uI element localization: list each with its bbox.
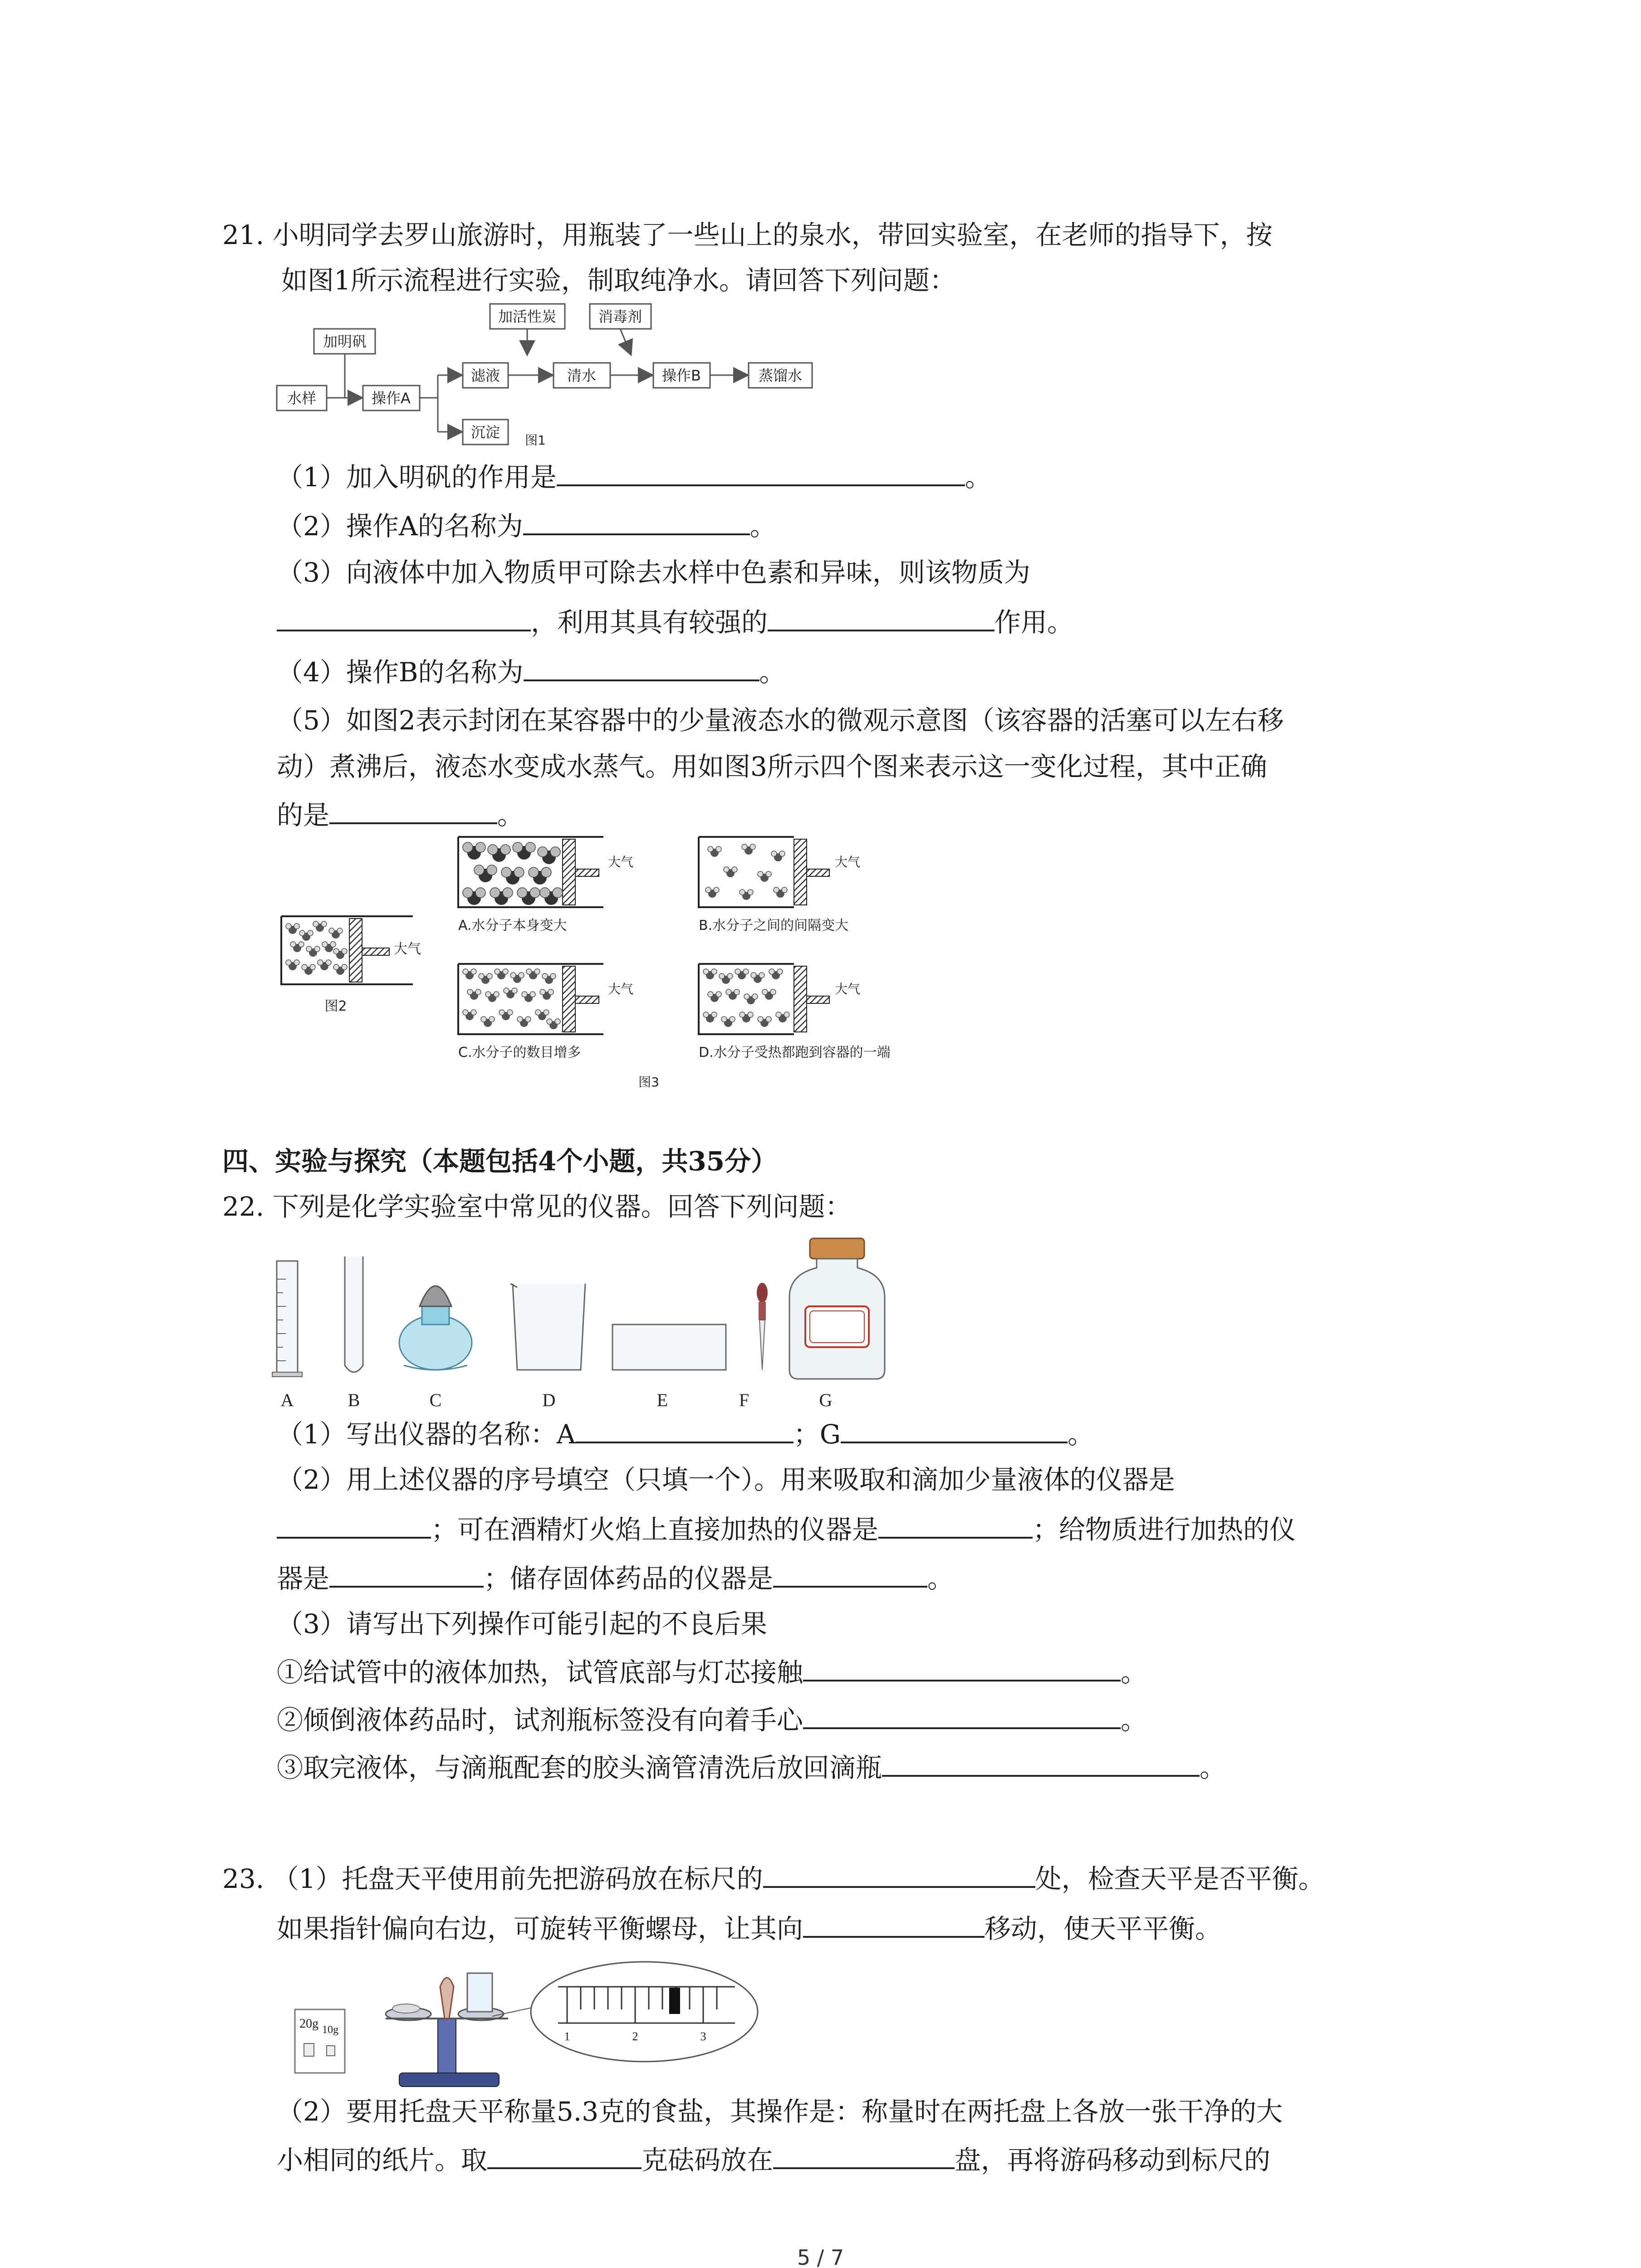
q21-p2-blank[interactable]: [523, 507, 750, 535]
q22-p2-l2a: ；可在酒精灯火焰上直接加热的仪器是: [431, 1514, 879, 1545]
q22-p2-blank2[interactable]: [878, 1510, 1033, 1539]
q22-intro: 22. 下列是化学实验室中常见的仪器。回答下列问题：: [222, 1191, 852, 1222]
q23-blank-direction[interactable]: [803, 1910, 985, 1938]
q21-p2: [277, 507, 776, 544]
q22-p2-blank4[interactable]: [773, 1559, 927, 1588]
option-d-diagram: [699, 964, 891, 1061]
label-g: G: [819, 1390, 833, 1410]
label-opB: 操作B: [662, 367, 701, 384]
fig2-atm: 大气: [394, 941, 421, 957]
fig2-container: [281, 916, 421, 1014]
q23-line2: [277, 1910, 1221, 1947]
q22-c2: [277, 1701, 1147, 1738]
instrument-c-alcohol-lamp: [399, 1286, 472, 1370]
q22-p3: （3）请写出下列操作可能引起的不良后果: [277, 1608, 767, 1639]
option-d-atm: 大气: [835, 982, 861, 997]
label-d: D: [542, 1390, 556, 1410]
option-b-diagram: [699, 837, 860, 934]
option-c-diagram: [458, 964, 633, 1061]
q23-blank-zero[interactable]: [763, 1860, 1035, 1888]
label-a: A: [280, 1390, 294, 1410]
q21-p3-line2: [277, 603, 1073, 640]
option-a-diagram: [458, 837, 633, 934]
q23-p2-line2: [277, 2141, 1270, 2178]
q22-p1-post: 。: [1068, 1419, 1094, 1450]
instrument-a-cylinder: [272, 1261, 302, 1377]
figure-1-flowchart: [272, 299, 817, 454]
scale-label-1: 1: [564, 2030, 570, 2043]
label-disinfect: 消毒剂: [598, 308, 642, 325]
q21-p5-post: 。: [497, 800, 524, 831]
scale-label-2: 2: [632, 2030, 638, 2043]
q22-p2-l2b: ；给物质进行加热的仪: [1033, 1514, 1296, 1545]
weight-20g: 20g: [299, 2017, 318, 2031]
q23-l1b: 处，检查天平是否平衡。: [1035, 1863, 1325, 1894]
q21-p2-pre: （2）操作A的名称为: [277, 511, 523, 542]
q22-c2-period: 。: [1121, 1705, 1147, 1735]
label-alum: 加明矾: [323, 333, 367, 350]
q22-p1-mid: ；G: [793, 1419, 841, 1450]
q22-p2-blank1[interactable]: [277, 1510, 431, 1539]
q22-p1-blank-a[interactable]: [576, 1415, 794, 1443]
q21-p5-pre: 的是: [277, 800, 330, 831]
q22-p1-blank-g[interactable]: [841, 1415, 1068, 1443]
label-filtrate: 滤液: [470, 367, 500, 384]
label-c: C: [429, 1390, 442, 1410]
q23-p2-l2b: 克砝码放在: [642, 2145, 774, 2175]
scale-label-3: 3: [700, 2030, 706, 2043]
q22-c3-period: 。: [1200, 1752, 1226, 1783]
figure-2-3-containers: [272, 835, 953, 1107]
instrument-d-beaker: [510, 1284, 585, 1370]
q23-l2b: 移动，使天平平衡。: [985, 1913, 1222, 1944]
label-clear: 清水: [567, 367, 597, 384]
q21-p2-post: 。: [749, 511, 776, 542]
q22-p2-line2: [277, 1510, 1296, 1548]
q21-p1-pre: （1）加入明矾的作用是: [277, 462, 557, 493]
q21-p3-post: 作用。: [994, 607, 1074, 638]
q22-instruments: [268, 1234, 903, 1415]
label-sample: 水样: [287, 390, 317, 407]
q22-p1-pre: （1）写出仪器的名称：A: [277, 1419, 576, 1450]
label-e: E: [656, 1390, 668, 1410]
q22-c1-blank[interactable]: [803, 1653, 1121, 1681]
q21-p1-post: 。: [965, 462, 991, 493]
q21-p3-blank1[interactable]: [277, 603, 531, 631]
instrument-b-test-tube: [345, 1256, 363, 1372]
weight-10g: 10g: [322, 2024, 338, 2036]
option-a-atm: 大气: [608, 855, 634, 870]
q21-p4-post: 。: [759, 657, 786, 688]
instrument-g-bottle: [789, 1238, 885, 1379]
q23-balance-figure: [290, 1960, 767, 2096]
q21-p5-blank[interactable]: [329, 796, 497, 824]
q22-c1-period: 。: [1121, 1657, 1147, 1688]
q21-p4-blank[interactable]: [524, 653, 759, 681]
q22-p2-blank3[interactable]: [329, 1559, 484, 1588]
label-carbon: 加活性炭: [498, 308, 557, 325]
q21-p5-line1: （5）如图2表示封闭在某容器中的少量液态水的微观示意图（该容器的活塞可以左右移: [277, 705, 1284, 736]
label-opA: 操作A: [372, 390, 411, 407]
q23-blank-grams[interactable]: [487, 2141, 642, 2169]
q23-p2-l2a: 小相同的纸片。取: [277, 2145, 488, 2175]
q22-p2-l3a: 器是: [277, 1563, 330, 1594]
label-sediment: 沉淀: [470, 424, 500, 441]
q21-intro-line1: 21. 小明同学去罗山旅游时，用瓶装了一些山上的泉水，带回实验室，在老师的指导下，按: [222, 220, 1273, 250]
q21-p1: [277, 458, 991, 495]
section-4-heading: 四、实验与探究（本题包括4个小题，共35分）: [222, 1146, 778, 1177]
q21-intro-line2: 如图1所示流程进行实验，制取纯净水。请回答下列问题：: [281, 265, 956, 296]
q22-c3: [277, 1749, 1226, 1786]
q23-l2a: 如果指针偏向右边，可旋转平衡螺母，让其向: [277, 1913, 803, 1944]
q22-p2-l3b: ；储存固体药品的仪器是: [484, 1563, 774, 1594]
balance-base: [399, 2073, 499, 2087]
q21-p4: [277, 653, 786, 690]
scale-zoom: [531, 1962, 758, 2062]
q23-blank-pan[interactable]: [773, 2141, 955, 2169]
q22-c1-text: ①给试管中的液体加热，试管底部与灯芯接触: [277, 1657, 803, 1688]
option-d-text: D.水分子受热都跑到容器的一端: [699, 1045, 891, 1061]
q21-p3-line1: （3）向液体中加入物质甲可除去水样中色素和异味，则该物质为: [277, 557, 1030, 588]
option-b-atm: 大气: [835, 855, 861, 870]
option-b-text: B.水分子之间的间隔变大: [699, 918, 849, 934]
label-distilled: 蒸馏水: [758, 367, 803, 384]
q23-l1a: 23. （1）托盘天平使用前先把游码放在标尺的: [222, 1863, 763, 1894]
instrument-e-tray: [612, 1325, 726, 1370]
q22-p1: [277, 1415, 1094, 1452]
rider-marker: [669, 1988, 680, 2014]
q22-c2-text: ②倾倒液体药品时，试剂瓶标签没有向着手心: [277, 1705, 803, 1735]
option-c-text: C.水分子的数目增多: [458, 1045, 581, 1061]
fig2-caption: 图2: [324, 998, 347, 1014]
q21-p3-mid: ，利用其具有较强的: [531, 607, 768, 638]
q22-p2-line1: （2）用上述仪器的序号填空（只填一个）。用来吸取和滴加少量液体的仪器是: [277, 1464, 1175, 1495]
q22-c2-blank[interactable]: [803, 1701, 1121, 1729]
label-f: F: [739, 1390, 749, 1410]
q22-p2-l3c: 。: [927, 1563, 954, 1594]
fig3-caption: 图3: [638, 1075, 659, 1090]
label-b: B: [348, 1390, 360, 1410]
q23-line1: [222, 1860, 1325, 1897]
q21-p1-blank[interactable]: [557, 458, 965, 486]
option-a-text: A.水分子本身变大: [458, 918, 567, 934]
q22-c1: [277, 1653, 1147, 1691]
q21-p3-blank2[interactable]: [768, 603, 994, 631]
q21-p4-pre: （4）操作B的名称为: [277, 657, 524, 688]
q21-p5-line3: [277, 796, 524, 833]
instrument-f-dropper: [757, 1283, 768, 1370]
page-number: 5 / 7: [797, 2245, 844, 2268]
q22-p2-line3: [277, 1559, 954, 1597]
fig1-caption: 图1: [525, 433, 546, 448]
q21-p5-line2: 动）煮沸后，液态水变成水蒸气。用如图3所示四个图来表示这一变化过程，其中正确: [277, 751, 1267, 782]
q22-c3-blank[interactable]: [882, 1749, 1200, 1777]
option-c-atm: 大气: [608, 982, 634, 997]
q23-p2-l2c: 盘，再将游码移动到标尺的: [955, 2145, 1271, 2175]
q23-p2-line1: （2）要用托盘天平称量5.3克的食盐，其操作是：称量时在两托盘上各放一张干净的大: [277, 2096, 1283, 2127]
q22-c3-text: ③取完液体，与滴瓶配套的胶头滴管清洗后放回滴瓶: [277, 1752, 882, 1783]
